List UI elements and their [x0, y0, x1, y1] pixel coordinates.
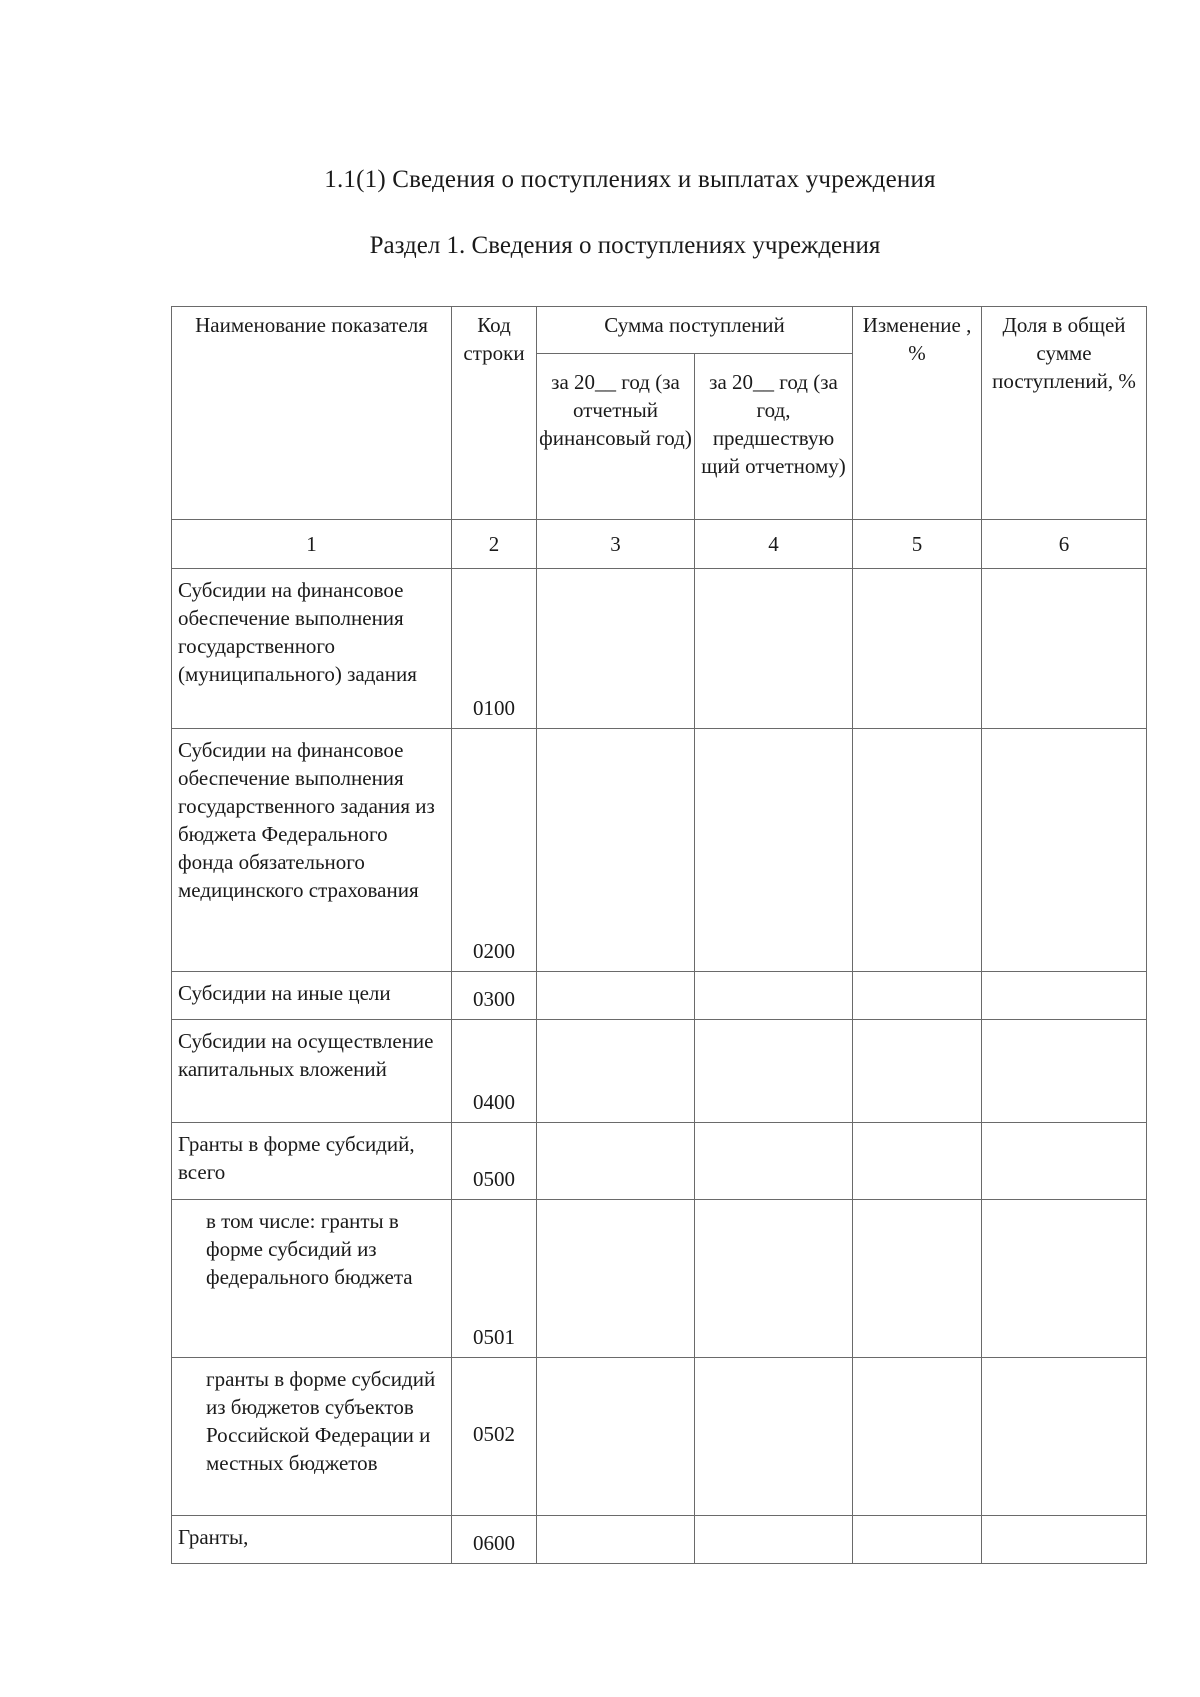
cell-sum-current — [537, 1123, 695, 1200]
header-sum-current: за 20__ год (за отчетный финансовый год) — [537, 354, 695, 520]
table-row — [172, 569, 1147, 729]
row-code: 0300 — [452, 972, 537, 1020]
cell-change — [853, 1123, 982, 1200]
row-name: гранты в форме субсидий из бюджетов субъектов Российской Федерации и местных бюджетов — [172, 1358, 452, 1516]
table-row — [172, 1020, 1147, 1123]
row-name: Субсидии на финансовое обеспечение выполнения государственного задания из бюджета Федерального фонда обязательного медицинского страхования — [172, 729, 452, 972]
table-row — [172, 729, 1147, 972]
column-number: 1 — [172, 520, 452, 569]
cell-change — [853, 1358, 982, 1516]
table-row — [172, 1516, 1147, 1564]
row-name: Субсидии на иные цели — [172, 972, 452, 1020]
table-row — [172, 1200, 1147, 1358]
row-name: Гранты в форме субсидий, всего — [172, 1123, 452, 1200]
column-number: 6 — [982, 520, 1147, 569]
table-row — [172, 1358, 1147, 1516]
cell-sum-previous — [695, 1358, 853, 1516]
cell-share — [982, 1020, 1147, 1123]
cell-share — [982, 1358, 1147, 1516]
row-code: 0501 — [452, 1200, 537, 1358]
cell-change — [853, 1516, 982, 1564]
cell-share — [982, 1123, 1147, 1200]
column-number: 2 — [452, 520, 537, 569]
cell-share — [982, 569, 1147, 729]
cell-sum-previous — [695, 729, 853, 972]
row-code: 0502 — [452, 1358, 537, 1516]
row-code: 0100 — [452, 569, 537, 729]
row-name: Гранты, — [172, 1516, 452, 1564]
header-sum: Сумма поступлений — [537, 307, 853, 354]
cell-sum-current — [537, 1358, 695, 1516]
cell-change — [853, 729, 982, 972]
cell-sum-previous — [695, 1516, 853, 1564]
row-code: 0600 — [452, 1516, 537, 1564]
table-row — [172, 1123, 1147, 1200]
cell-sum-current — [537, 729, 695, 972]
cell-sum-current — [537, 569, 695, 729]
row-code: 0400 — [452, 1020, 537, 1123]
header-share: Доля в общей сумме поступлений, % — [982, 307, 1147, 520]
cell-share — [982, 729, 1147, 972]
row-name: Субсидии на осуществление капитальных вложений — [172, 1020, 452, 1123]
row-code: 0200 — [452, 729, 537, 972]
column-number: 5 — [853, 520, 982, 569]
cell-sum-previous — [695, 1200, 853, 1358]
row-name: в том числе: гранты в форме субсидий из федерального бюджета — [172, 1200, 452, 1358]
section-title: Раздел 1. Сведения о поступлениях учреждения — [369, 232, 881, 259]
table-row — [172, 972, 1147, 1020]
cell-share — [982, 1200, 1147, 1358]
cell-change — [853, 972, 982, 1020]
cell-sum-previous — [695, 1123, 853, 1200]
cell-change — [853, 1200, 982, 1358]
column-number: 4 — [695, 520, 853, 569]
row-code: 0500 — [452, 1123, 537, 1200]
cell-sum-current — [537, 1020, 695, 1123]
header-name: Наименование показателя — [172, 307, 452, 520]
column-number: 3 — [537, 520, 695, 569]
cell-sum-previous — [695, 972, 853, 1020]
receipts-table — [171, 306, 1147, 1564]
cell-sum-previous — [695, 1020, 853, 1123]
header-code: Код строки — [452, 307, 537, 520]
cell-sum-current — [537, 1516, 695, 1564]
cell-change — [853, 1020, 982, 1123]
cell-sum-current — [537, 1200, 695, 1358]
column-numbers-row — [172, 520, 1147, 569]
header-change: Изменение , % — [853, 307, 982, 520]
cell-change — [853, 569, 982, 729]
cell-share — [982, 1516, 1147, 1564]
header-sum-previous: за 20__ год (за год, предшествую щий отчетному) — [695, 354, 853, 520]
cell-sum-current — [537, 972, 695, 1020]
cell-sum-previous — [695, 569, 853, 729]
cell-share — [982, 972, 1147, 1020]
page-title: 1.1(1) Сведения о поступлениях и выплатах учреждения — [324, 166, 936, 193]
row-name: Субсидии на финансовое обеспечение выполнения государственного (муниципального) задания — [172, 569, 452, 729]
